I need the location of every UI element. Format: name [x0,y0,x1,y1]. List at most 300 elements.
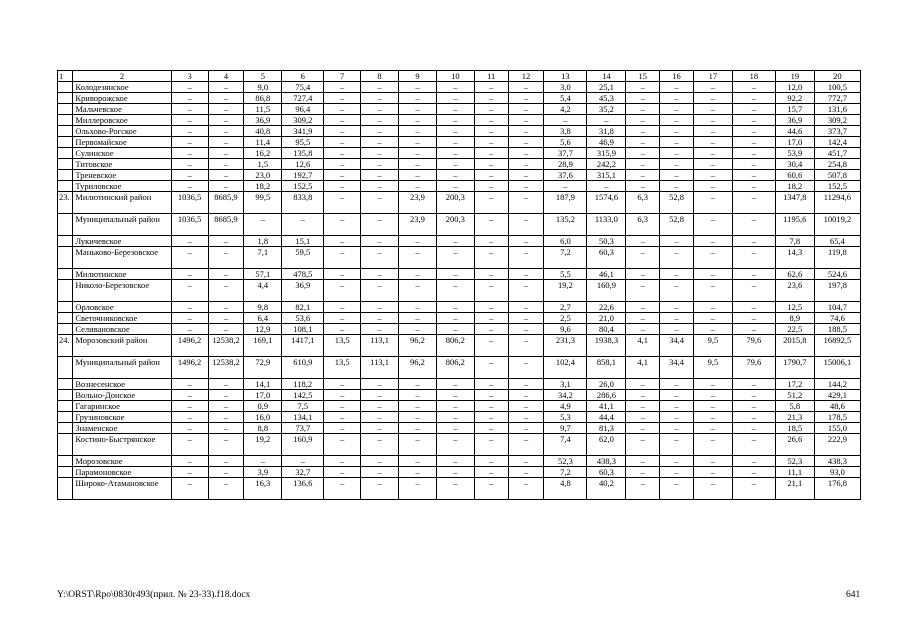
value-cell: – [171,247,208,269]
value-cell: – [732,82,775,93]
value-cell: 373,7 [814,126,860,137]
value-cell: – [208,412,244,423]
value-cell: – [171,401,208,412]
value-cell: 119,8 [814,247,860,269]
value-cell: – [324,456,361,467]
value-cell: 610,9 [282,357,324,379]
value-cell: – [436,159,474,170]
value-cell: 12,0 [775,82,814,93]
row-number-cell [58,236,73,247]
value-cell: 73,7 [282,423,324,434]
value-cell: – [324,324,361,335]
value-cell: 95,5 [282,137,324,148]
value-cell: – [399,401,437,412]
value-cell: – [399,269,437,280]
value-cell: – [361,214,399,236]
value-cell: 12,5 [775,302,814,313]
value-cell: 46,1 [587,269,626,280]
value-cell: 18,2 [775,181,814,192]
value-cell: – [399,313,437,324]
value-cell: – [436,247,474,269]
row-number-cell [58,214,73,236]
value-cell: – [508,214,544,236]
value-cell: 200,3 [436,214,474,236]
table-row [58,302,861,313]
settlement-name-cell: Вольно-Донское [73,390,171,401]
row-number-cell [58,313,73,324]
value-cell: – [732,324,775,335]
value-cell: 96,2 [399,335,437,357]
value-cell: – [732,390,775,401]
value-cell: – [171,478,208,500]
value-cell: – [693,115,732,126]
value-cell: – [626,390,660,401]
header-row [58,71,861,82]
value-cell: – [474,280,508,302]
column-number-cell: 8 [361,71,399,82]
column-number-cell: 12 [508,71,544,82]
value-cell: – [508,379,544,390]
page-number: 641 [846,590,861,600]
value-cell: 37,6 [544,170,587,181]
value-cell: 28,9 [544,159,587,170]
value-cell: 113,1 [361,335,399,357]
value-cell: 18,5 [775,423,814,434]
value-cell: – [361,390,399,401]
settlement-name-cell: Маньково-Березовское [73,247,171,269]
value-cell: – [693,302,732,313]
value-cell: 12,9 [244,324,282,335]
table-row [58,236,861,247]
value-cell: 142,5 [282,390,324,401]
value-cell: 53,6 [282,313,324,324]
value-cell: 135,8 [282,148,324,159]
value-cell: 222,9 [814,434,860,456]
value-cell: – [208,115,244,126]
value-cell: – [693,434,732,456]
value-cell: – [361,115,399,126]
value-cell: 60,6 [775,170,814,181]
value-cell: – [361,324,399,335]
value-cell: – [474,467,508,478]
value-cell: 7,4 [544,434,587,456]
table-row [58,324,861,335]
settlement-name-cell: Сулинское [73,148,171,159]
value-cell: – [324,423,361,434]
value-cell: 74,6 [814,313,860,324]
value-cell: – [171,390,208,401]
value-cell: – [361,467,399,478]
value-cell: 155,0 [814,423,860,434]
table-row [58,269,861,280]
column-number-cell: 10 [436,71,474,82]
value-cell: – [208,126,244,137]
value-cell: 5,8 [775,401,814,412]
settlement-name-cell: Парамоновское [73,467,171,478]
value-cell: 4,9 [544,401,587,412]
value-cell: 36,9 [244,115,282,126]
value-cell: – [626,423,660,434]
value-cell: – [732,467,775,478]
value-cell: 96,2 [399,357,437,379]
table-row [58,137,861,148]
settlement-name-cell: Мальчевское [73,104,171,115]
value-cell: – [474,335,508,357]
settlement-name-cell: Гагаринское [73,401,171,412]
row-number-cell [58,126,73,137]
row-number-cell [58,104,73,115]
column-number-cell: 1 [58,71,73,82]
value-cell: – [436,412,474,423]
value-cell: – [693,478,732,500]
value-cell: – [693,423,732,434]
value-cell: – [732,434,775,456]
value-cell: – [732,478,775,500]
column-number-cell: 7 [324,71,361,82]
table-row [58,280,861,302]
value-cell: 52,3 [775,456,814,467]
value-cell: – [324,192,361,214]
value-cell: – [324,170,361,181]
value-cell: – [508,82,544,93]
value-cell: 2,7 [544,302,587,313]
value-cell: – [399,456,437,467]
value-cell: 80,4 [587,324,626,335]
value-cell: – [171,456,208,467]
value-cell: 9,5 [693,357,732,379]
value-cell: – [626,148,660,159]
row-number-cell [58,401,73,412]
value-cell: – [436,302,474,313]
value-cell: – [508,247,544,269]
value-cell: – [474,159,508,170]
value-cell: – [436,467,474,478]
value-cell: – [171,148,208,159]
row-number-cell [58,423,73,434]
value-cell: 507,8 [814,170,860,181]
value-cell: – [324,104,361,115]
value-cell: 108,1 [282,324,324,335]
value-cell: 59,5 [282,247,324,269]
value-cell: – [660,324,694,335]
value-cell: – [732,280,775,302]
value-cell: – [693,170,732,181]
settlement-name-cell: Туриловское [73,181,171,192]
value-cell: – [626,247,660,269]
table-row [58,335,861,357]
value-cell: 1,8 [244,236,282,247]
value-cell: 19,2 [544,280,587,302]
value-cell: – [732,170,775,181]
value-cell: – [693,390,732,401]
value-cell: – [474,456,508,467]
value-cell: 23,9 [399,214,437,236]
value-cell: 81,3 [587,423,626,434]
value-cell: – [660,137,694,148]
value-cell: 8685,9 [208,214,244,236]
value-cell: 200,3 [436,192,474,214]
value-cell: 113,1 [361,357,399,379]
value-cell: 1036,5 [171,192,208,214]
value-cell: – [474,390,508,401]
value-cell: – [171,324,208,335]
value-cell: – [508,324,544,335]
value-cell: 16892,5 [814,335,860,357]
value-cell: 19,2 [244,434,282,456]
value-cell: – [693,412,732,423]
settlement-name-cell: Широко-Атамановское [73,478,171,500]
value-cell: – [474,324,508,335]
value-cell: – [732,412,775,423]
value-cell: 178,5 [814,412,860,423]
value-cell: 86,8 [244,93,282,104]
value-cell: – [399,390,437,401]
value-cell: – [693,401,732,412]
value-cell: – [399,236,437,247]
value-cell: – [626,478,660,500]
value-cell: – [732,126,775,137]
value-cell: – [324,313,361,324]
value-cell: – [208,423,244,434]
value-cell: 4,2 [544,104,587,115]
row-number-cell [58,280,73,302]
data-table [57,70,861,500]
value-cell: 7,8 [775,236,814,247]
value-cell: 8685,9 [208,192,244,214]
value-cell: – [171,104,208,115]
value-cell: – [399,159,437,170]
value-cell: – [693,148,732,159]
value-cell: – [508,269,544,280]
value-cell: 429,1 [814,390,860,401]
value-cell: 21,0 [587,313,626,324]
table-row [58,115,861,126]
value-cell: – [399,126,437,137]
value-cell: 242,2 [587,159,626,170]
value-cell: 144,2 [814,379,860,390]
value-cell: 62,0 [587,434,626,456]
value-cell: 32,7 [282,467,324,478]
value-cell: – [660,434,694,456]
value-cell: – [208,280,244,302]
table-row [58,214,861,236]
value-cell: – [508,93,544,104]
value-cell: – [436,126,474,137]
value-cell: 1574,6 [587,192,626,214]
value-cell: – [324,379,361,390]
value-cell: – [399,93,437,104]
value-cell: 21,1 [775,478,814,500]
value-cell: – [399,379,437,390]
value-cell: 2,5 [544,313,587,324]
column-number-cell: 18 [732,71,775,82]
value-cell: – [508,170,544,181]
value-cell: – [732,401,775,412]
value-cell: 118,2 [282,379,324,390]
settlement-name-cell: Первомайское [73,137,171,148]
value-cell: – [626,82,660,93]
value-cell: – [732,137,775,148]
value-cell: – [361,126,399,137]
row-number-cell [58,115,73,126]
value-cell: – [171,313,208,324]
value-cell: – [660,159,694,170]
value-cell: – [208,104,244,115]
value-cell: 30,4 [775,159,814,170]
value-cell: – [324,148,361,159]
value-cell: 53,9 [775,148,814,159]
value-cell: – [508,467,544,478]
value-cell: – [282,214,324,236]
table-row [58,379,861,390]
value-cell: – [693,137,732,148]
value-cell: – [399,412,437,423]
value-cell: – [324,280,361,302]
value-cell: – [474,313,508,324]
value-cell: 772,7 [814,93,860,104]
value-cell: 44,4 [587,412,626,423]
value-cell: – [436,401,474,412]
value-cell: – [732,423,775,434]
value-cell: 341,9 [282,126,324,137]
value-cell: – [732,456,775,467]
value-cell: – [171,181,208,192]
value-cell: – [474,170,508,181]
value-cell: – [626,170,660,181]
table-row [58,159,861,170]
value-cell: – [626,313,660,324]
value-cell: 5,5 [544,269,587,280]
value-cell: – [324,401,361,412]
settlement-name-cell: Муниципальный район [73,214,171,236]
value-cell: 14,1 [244,379,282,390]
table-row [58,247,861,269]
value-cell: – [660,379,694,390]
value-cell: – [693,93,732,104]
value-cell: 131,6 [814,104,860,115]
value-cell: – [660,93,694,104]
value-cell: – [508,148,544,159]
row-number-cell [58,159,73,170]
value-cell: – [436,280,474,302]
value-cell: 72,9 [244,357,282,379]
value-cell: – [508,159,544,170]
value-cell: – [474,478,508,500]
value-cell: 9,8 [244,302,282,313]
value-cell: – [660,467,694,478]
value-cell: – [693,456,732,467]
value-cell: – [693,192,732,214]
value-cell: 1347,8 [775,192,814,214]
settlement-name-cell: Миллеровское [73,115,171,126]
value-cell: – [399,324,437,335]
column-number-cell: 4 [208,71,244,82]
value-cell: – [508,313,544,324]
value-cell: – [474,423,508,434]
table-row [58,467,861,478]
value-cell: – [399,82,437,93]
value-cell: 18,2 [244,181,282,192]
value-cell: 135,2 [544,214,587,236]
value-cell: – [324,412,361,423]
settlement-name-cell: Криворожское [73,93,171,104]
value-cell: 4,1 [626,357,660,379]
value-cell: 9,5 [693,335,732,357]
settlement-name-cell: Светочниковское [73,313,171,324]
value-cell: 65,4 [814,236,860,247]
value-cell: – [399,247,437,269]
settlement-name-cell: Треневское [73,170,171,181]
value-cell: 160,9 [587,280,626,302]
value-cell: 5,4 [544,93,587,104]
value-cell: – [324,181,361,192]
row-number-cell [58,247,73,269]
value-cell: – [660,313,694,324]
value-cell: – [208,379,244,390]
value-cell: – [474,379,508,390]
value-cell: – [324,126,361,137]
column-number-cell: 3 [171,71,208,82]
value-cell: 21,3 [775,412,814,423]
value-cell: 79,6 [732,335,775,357]
value-cell: – [508,302,544,313]
value-cell: – [324,434,361,456]
value-cell: – [324,82,361,93]
value-cell: 23,9 [399,192,437,214]
value-cell: 96,4 [282,104,324,115]
value-cell: – [660,104,694,115]
value-cell: 11,1 [775,467,814,478]
value-cell: – [361,236,399,247]
value-cell: – [361,247,399,269]
table-row [58,126,861,137]
value-cell: 34,4 [660,357,694,379]
value-cell: – [324,115,361,126]
value-cell: 858,1 [587,357,626,379]
value-cell: 26,6 [775,434,814,456]
value-cell: 82,1 [282,302,324,313]
table-row [58,390,861,401]
value-cell: – [436,104,474,115]
value-cell: – [732,115,775,126]
settlement-name-cell: Селивановское [73,324,171,335]
settlement-name-cell: Орловское [73,302,171,313]
value-cell: 3,8 [544,126,587,137]
value-cell: 9,0 [244,82,282,93]
value-cell: – [324,478,361,500]
value-cell: – [399,148,437,159]
value-cell: – [399,104,437,115]
value-cell: 40,8 [244,126,282,137]
row-number-cell [58,148,73,159]
value-cell: 93,0 [814,467,860,478]
value-cell: – [208,324,244,335]
value-cell: 23,6 [775,280,814,302]
value-cell: – [171,434,208,456]
value-cell: – [474,214,508,236]
value-cell: – [660,423,694,434]
value-cell: – [474,412,508,423]
value-cell: – [474,192,508,214]
value-cell: – [732,93,775,104]
value-cell: 25,1 [587,82,626,93]
value-cell: – [361,478,399,500]
value-cell: – [361,280,399,302]
value-cell: – [474,93,508,104]
value-cell: – [171,302,208,313]
value-cell: 1417,1 [282,335,324,357]
value-cell: – [208,137,244,148]
